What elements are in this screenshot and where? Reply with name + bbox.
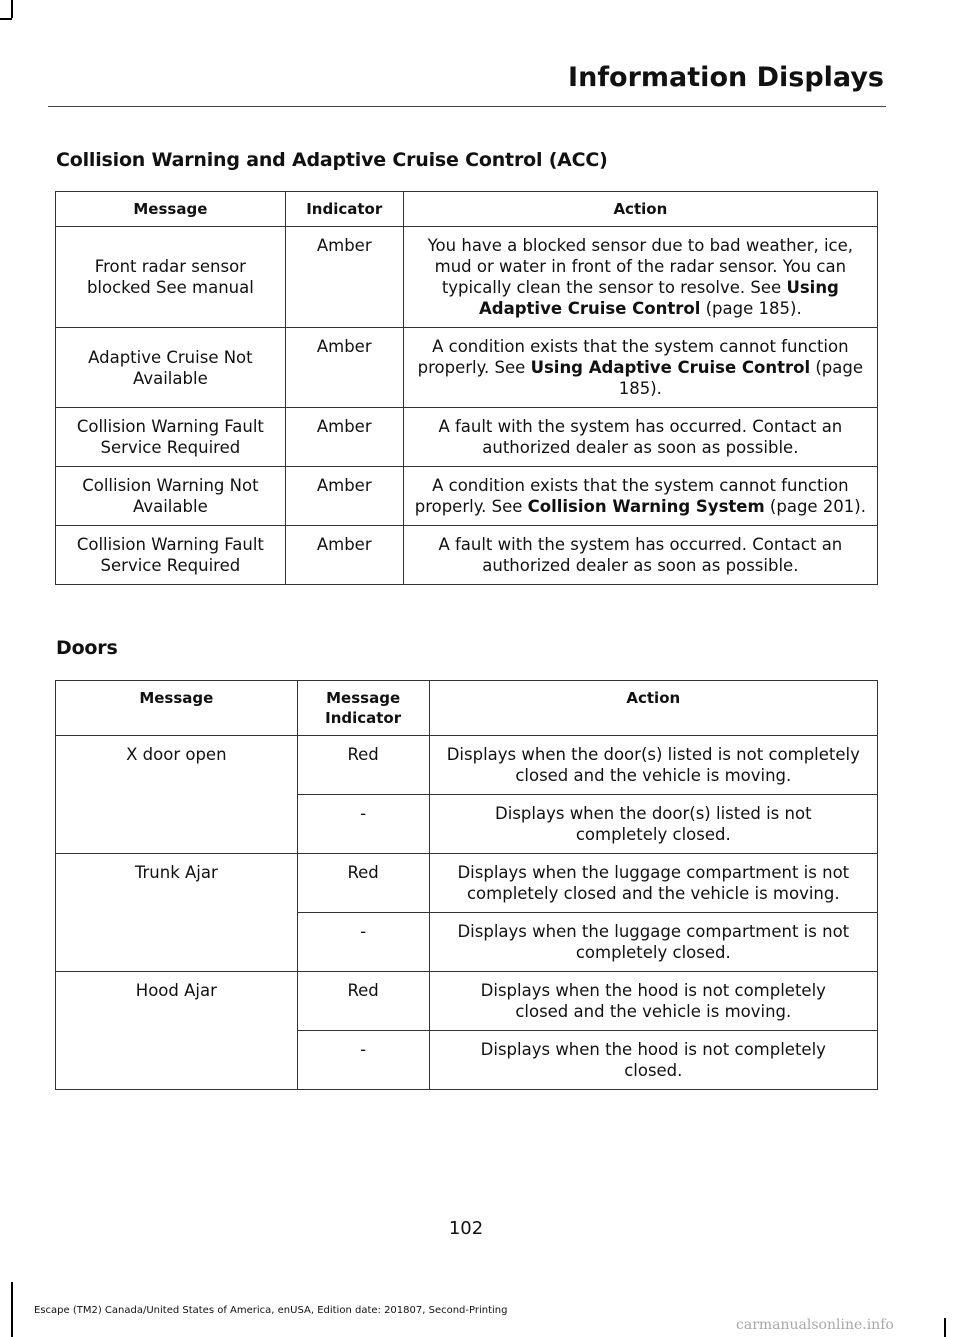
collision-warning-table [55, 191, 878, 585]
indicator-cell: Amber [285, 227, 403, 328]
section-title-collision-warning: Collision Warning and Adaptive Cruise Control (ACC) [56, 149, 608, 171]
indicator-cell: Amber [285, 408, 403, 467]
indicator-cell: - [297, 913, 429, 972]
page-number: 102 [448, 1218, 484, 1239]
action-page: (page 185). [700, 299, 802, 318]
table-header-row [56, 681, 878, 736]
page-header-title: Information Displays [568, 62, 884, 93]
action-text: A condition exists that the system cannot function properly. See [417, 337, 849, 377]
column-header: Message Indicator [297, 681, 429, 736]
table-row [56, 227, 878, 328]
action-cell: Displays when the hood is not completely closed and the vehicle is moving. [429, 972, 877, 1031]
section-title-doors: Doors [56, 637, 118, 659]
table-row [56, 467, 878, 526]
action-cell [403, 227, 877, 328]
crop-mark-bottom-left-v [11, 1282, 13, 1337]
action-cell: Displays when the door(s) listed is not completely closed and the vehicle is moving. [429, 736, 877, 795]
action-page: (page 201). [764, 497, 866, 516]
message-cell: Collision Warning Fault Service Required [56, 526, 286, 585]
message-cell: Collision Warning Fault Service Required [56, 408, 286, 467]
indicator-cell: Red [297, 854, 429, 913]
column-header: Message [56, 192, 286, 227]
indicator-cell: - [297, 1031, 429, 1090]
action-text: You have a blocked sensor due to bad weather, ice, mud or water in front of the radar sensor. You can typically clean the sensor to resolve. See [427, 236, 854, 297]
page-reference-link[interactable]: Using Adaptive Cruise Control [479, 278, 839, 318]
table-row [56, 972, 878, 1031]
page-reference-link[interactable]: Collision Warning System [527, 497, 765, 516]
page-reference-link[interactable]: Using Adaptive Cruise Control [530, 358, 811, 377]
watermark: carmanualsonline.info [736, 1317, 894, 1333]
message-cell: Adaptive Cruise Not Available [56, 328, 286, 408]
doors-table [55, 680, 878, 1090]
action-cell: A fault with the system has occurred. Contact an authorized dealer as soon as possible. [403, 526, 877, 585]
message-cell: Trunk Ajar [56, 854, 298, 972]
column-header: Indicator [285, 192, 403, 227]
message-cell: Collision Warning Not Available [56, 467, 286, 526]
action-cell: Displays when the luggage compartment is not completely closed. [429, 913, 877, 972]
action-cell: Displays when the hood is not completely closed. [429, 1031, 877, 1090]
column-header: Message [56, 681, 298, 736]
table-row [56, 526, 878, 585]
action-cell [403, 467, 877, 526]
table-header-row [56, 192, 878, 227]
crop-mark-top-left-v [11, 0, 13, 18]
crop-mark-bottom-right-v [944, 1318, 946, 1337]
action-cell [403, 328, 877, 408]
table-row [56, 408, 878, 467]
indicator-cell: Amber [285, 526, 403, 585]
table-row [56, 736, 878, 795]
crop-mark-top-left-h [0, 18, 12, 20]
action-cell: Displays when the door(s) listed is not completely closed. [429, 795, 877, 854]
action-page: (page 185). [618, 358, 864, 398]
indicator-cell: Amber [285, 467, 403, 526]
column-header: Action [403, 192, 877, 227]
table-row [56, 854, 878, 913]
action-text: A condition exists that the system cannot function properly. See [414, 476, 849, 516]
message-cell: X door open [56, 736, 298, 854]
indicator-cell: Amber [285, 328, 403, 408]
column-header: Action [429, 681, 877, 736]
message-cell: Front radar sensor blocked See manual [56, 227, 286, 328]
indicator-cell: - [297, 795, 429, 854]
action-cell: Displays when the luggage compartment is not completely closed and the vehicle is moving. [429, 854, 877, 913]
table-row [56, 328, 878, 408]
footer-edition-text: Escape (TM2) Canada/United States of America, enUSA, Edition date: 201807, Second-Printing [34, 1305, 508, 1316]
header-divider [48, 106, 886, 107]
indicator-cell: Red [297, 972, 429, 1031]
action-cell: A fault with the system has occurred. Contact an authorized dealer as soon as possible. [403, 408, 877, 467]
indicator-cell: Red [297, 736, 429, 795]
message-cell: Hood Ajar [56, 972, 298, 1090]
